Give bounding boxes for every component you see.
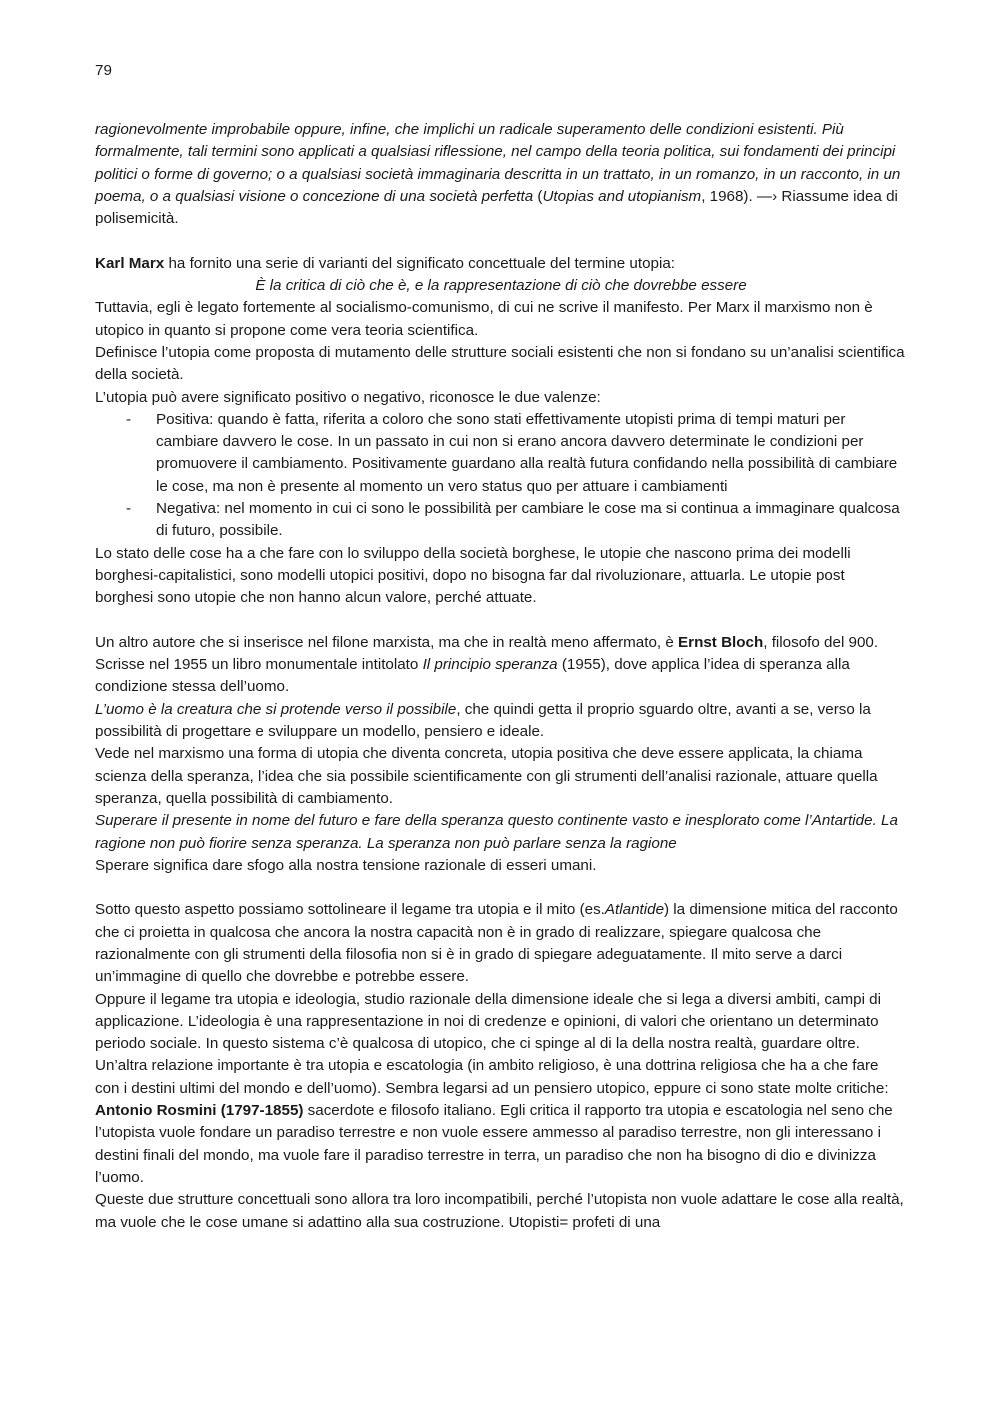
- bloch-quote-2-text: Superare il presente in nome del futuro e fare della speranza questo continente vasto e inesplorato come l’Antartide. La ragione non può fiorire senza speranza. La speranza non può parlare senza la ragione: [95, 812, 898, 852]
- citation-tail: , 1968). —› Riassume idea di polisemicità.: [95, 187, 898, 228]
- bloch-quote-1: L’uomo è la creatura che si protende verso il possibile: [95, 700, 457, 718]
- bloch-intro-b: , filosofo del 900. Scrisse nel 1955 un libro monumentale intitolato: [95, 633, 879, 674]
- eschatology-paragraph: [95, 1055, 907, 1189]
- bloch-intro-a: Un altro autore che si inserisce nel filone marxista, ma che in realtà meno affermato, è: [95, 633, 679, 651]
- marx-definition-quote: È la critica di ciò che è, e la rappresentazione di ciò che dovrebbe essere: [255, 277, 747, 295]
- paragraph-gap: [95, 610, 907, 632]
- paragraph-gap: [95, 230, 907, 252]
- list-item-positive: - Positiva: quando è fatta, riferita a coloro che sono stati effettivamente utopisti prima di tempi maturi per cambiare davvero le cose. In un passato in cui non si erano ancora davvero determinate le condizioni per promuovere il cambiamento. Positivamente guardano alla realtà futura confidando nella possibilità di cambiare le cose, ma non è presente al momento un vero status quo per attuare i cambiamenti: [95, 409, 907, 498]
- bloch-intro-c: (1955), dove applica l’idea di speranza alla condizione stessa dell’uomo.: [95, 656, 850, 696]
- definition-quote: ragionevolmente improbabile oppure, infine, che implichi un radicale superamento delle condizioni esistenti. Più formalmente, tali termini sono applicati a qualsiasi riflessione, nel campo della teoria politica, sui fondamenti dei principi politici o forme di governo; o a qualsiasi società immaginaria descritta in un trattato, in un romanzo, in un racconto, in un poema, o a qualsiasi visione o concezione di una società perfetta: [95, 121, 901, 205]
- bloch-paragraph-3: Sperare significa dare sfogo alla nostra tensione razionale di esseri umani.: [95, 856, 597, 874]
- myth-example: Atlantide: [604, 901, 665, 919]
- marx-paragraph-2: Definisce l’utopia come proposta di mutamento delle strutture sociali esistenti che non si fondano su un’analisi scientifica della società.: [95, 343, 905, 384]
- myth-text-a: Sotto questo aspetto possiamo sottolineare il legame tra utopia e il mito (es.: [95, 901, 605, 919]
- page-number: 79: [95, 62, 112, 79]
- ideology-paragraph: Oppure il legame tra utopia e ideologia, studio razionale della dimensione ideale che si lega a diversi ambiti, campi di applicazione. L’ideologia è una rappresentazione in noi di credenze e opinioni, di valori che orientano un determinato periodo sociale. In questo sistema c’è qualcosa di utopico, che ci spinge al di la della nostra realtà, guardare oltre.: [95, 990, 881, 1053]
- valence-list: [95, 409, 907, 543]
- myth-text-b: ) la dimensione mitica del racconto che ci proietta in qualcosa che ancora la nostra capacità non è in grado di realizzare, spiegare qualcosa che razionalmente con gli strumenti della filosofia non si è in grado di spiegare adeguatamente. Il mito serve a darci un’immagine di quello che dovrebbe e potrebbe essere.: [95, 901, 898, 986]
- bloch-intro: [95, 632, 907, 699]
- bloch-paragraph-2: Vede nel marxismo una forma di utopia che diventa concreta, utopia positiva che deve essere applicata, la chiama scienza della speranza, l’idea che sia possibile scientificamente con gli strumenti dell’analisi razionale, attuare quella speranza, quella possibilità di cambiamento.: [95, 745, 878, 807]
- myth-paragraph: [95, 899, 907, 988]
- utopia-definition-paragraph: [95, 119, 907, 230]
- citation-title: Utopias and utopianism: [542, 187, 702, 205]
- page-body: [95, 119, 907, 1234]
- bloch-quote-2: [95, 810, 907, 855]
- bloch-book-title: Il principio speranza: [422, 656, 558, 674]
- marx-paragraph-3: L’utopia può avere significato positivo o negativo, riconosce le due valenze:: [95, 388, 601, 406]
- marx-name: Karl Marx: [95, 254, 165, 272]
- bloch-quote-paragraph: [95, 699, 907, 744]
- marx-intro-text: ha fornito una serie di varianti del significato concettuale del termine utopia:: [164, 254, 676, 272]
- bloch-name: Ernst Bloch: [678, 633, 764, 651]
- marx-paragraph-4: Lo stato delle cose ha a che fare con lo sviluppo della società borghese, le utopie che nascono prima dei modelli borghesi-capitalistici, sono modelli utopici positivi, dopo no bisogna far dal rivoluzionare, attuarla. Le utopie post borghesi sono utopie che non hanno alcun valore, perché attuate.: [95, 544, 851, 607]
- rosmini-name: Antonio Rosmini (1797-1855): [95, 1102, 304, 1120]
- paragraph-gap: [95, 877, 907, 899]
- bloch-quote-1-tail: , che quindi getta il proprio sguardo oltre, avanti a se, verso la possibilità di progettare e sviluppare un modello, pensiero e ideale.: [95, 700, 871, 741]
- eschatology-text-a: Un’altra relazione importante è tra utopia e escatologia (in ambito religioso, è una dottrina religiosa che ha a che fare con i destini ultimi del mondo e dell’uomo). Sembra legarsi ad un pensiero utopico, eppure ci sono state molte critiche:: [95, 1057, 889, 1097]
- list-item-negative: - Negativa: nel momento in cui ci sono le possibilità per cambiare le cose ma si continua a immaginare qualcosa di futuro, possibile.: [95, 498, 907, 543]
- eschatology-text-b: sacerdote e filosofo italiano. Egli critica il rapporto tra utopia e escatologia nel seno che l’utopista vuole fondare un paradiso terrestre e non vuole essere ammesso al paradiso terrestre, non gli interessano i destini finali del mondo, ma vuole fare il paradiso terrestre in terra, un paradiso che non ha bisogno di dio e divinizza l’uomo.: [95, 1102, 893, 1186]
- incompatibility-paragraph: Queste due strutture concettuali sono allora tra loro incompatibili, perché l’utopista non vuole adattare le cose alla realtà, ma vuole che le cose umane si adattino alla sua costruzione. Utopisti= profeti di una: [95, 1191, 904, 1231]
- marx-intro: [95, 253, 907, 275]
- citation-open: (: [533, 187, 543, 205]
- marx-paragraph-1: Tuttavia, egli è legato fortemente al socialismo-comunismo, di cui ne scrive il manifesto. Per Marx il marxismo non è utopico in quanto si propone come vera teoria scientifica.: [95, 299, 873, 339]
